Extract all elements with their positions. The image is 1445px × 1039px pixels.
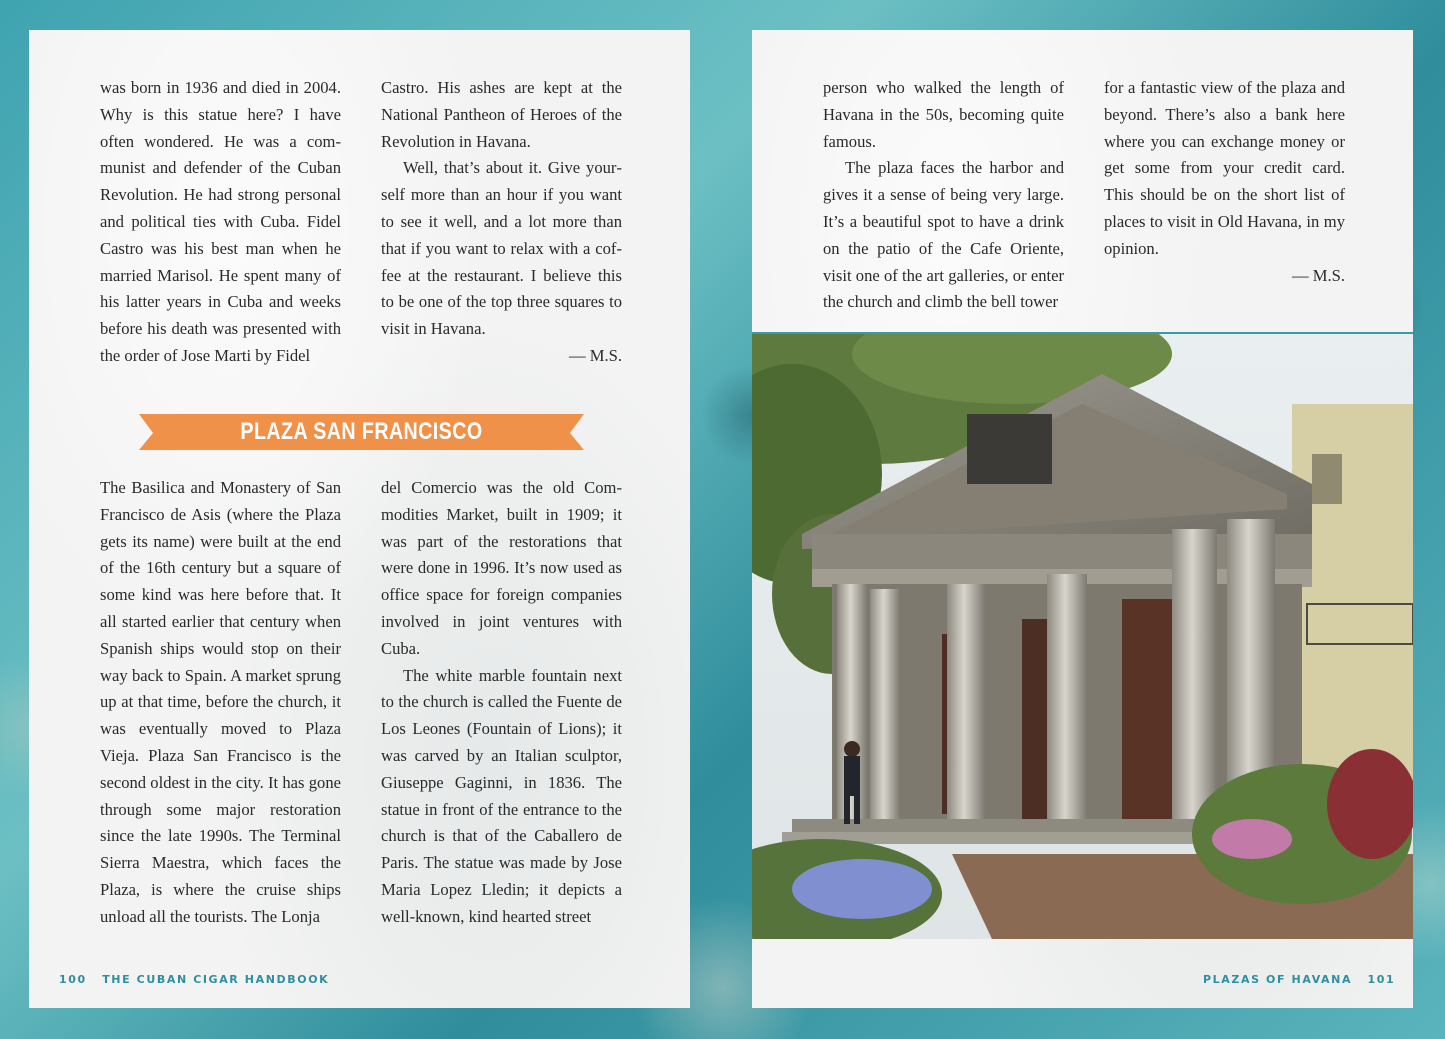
running-title: PLAZAS OF HAVANA: [1203, 973, 1353, 986]
paragraph: del Comercio was the old Commodities Market, built in 1909; it was part of the restorations that were done in 1996. It’s now used as office space for foreign companies involved in joint ventures with Cuba.: [381, 478, 622, 658]
page-number: 100: [59, 973, 87, 986]
author-signature: — M.S.: [1291, 265, 1345, 285]
left-column-4: [381, 475, 622, 931]
church-photo: [752, 332, 1413, 939]
paragraph: person who walked the length of Havana in the 50s, becoming quite famous.: [823, 78, 1064, 151]
paragraph: The Basilica and Monastery of San Francisco de Asis (where the Plaza gets its name) were built at the end of the 16th century but a square of some kind was here before that. It all started earlier that century when Spanish ships would stop on their way back to Spain. A market sprung up at that time, before the church, it was eventually moved to Plaza Vieja. Plaza San Francisco is the second oldest in the city. It has gone through some major restoration since the late 1990s. The Terminal Sierra Maestra, which faces the Plaza, is where the cruise ships unload all the tourists. The Lonja: [100, 478, 341, 926]
section-heading: PLAZA SAN FRANCISCO: [240, 418, 483, 445]
right-page: [752, 30, 1413, 1008]
page-footer: [59, 973, 329, 986]
paragraph: The white marble fountain next to the church is called the Fuente de Los Leones (Fountain of Lions); it was carved by an Italian sculptor, Giuseppe Gaginni, in 1836. The statue in front of the entrance to the church is that of the Caballero de Paris. The statue was made by Jose Maria Lopez Lledin; it depicts a well-known, kind hearted street: [381, 665, 622, 926]
paragraph: was born in 1936 and died in 2004. Why is this statue here? I have often wondered. He was a communist and defender of the Cuban Revolution. He had strong personal and political ties with Cuba. Fidel Castro was his best man when he married Marisol. He spent many of his latter years in Cuba and weeks before his death was presented with the order of Jose Marti by Fidel: [100, 78, 341, 365]
left-column-1: [100, 75, 341, 370]
running-title: THE CUBAN CIGAR HANDBOOK: [102, 973, 330, 986]
paragraph: for a fantastic view of the plaza and beyond. There’s also a bank here where you can exchange money or get some from your credit card. This should be on the short list of places to visit in Old Havana, in my opinion.: [1104, 78, 1345, 258]
basilica-illustration: [752, 334, 1413, 939]
paragraph: Well, that’s about it. Give yourself more than an hour if you want to see it well, and a lot more than that if you want to relax with a coffee at the restaurant. I believe this to be one of the top three squares to visit in Havana.: [381, 158, 622, 339]
right-column-1: [823, 75, 1064, 316]
page-number: 101: [1367, 973, 1396, 986]
section-heading-banner: [139, 412, 584, 452]
page-footer: [1203, 973, 1395, 986]
author-signature: — M.S.: [568, 345, 622, 365]
left-column-2: [381, 75, 622, 370]
paragraph: The plaza faces the harbor and gives it a sense of being very large. It’s a beautiful spot to have a drink on the patio of the Cafe Oriente, visit one of the art galleries, or enter the church and climb the bell tower: [823, 158, 1064, 312]
right-column-2: [1104, 75, 1345, 289]
left-column-3: [100, 475, 341, 931]
paragraph: Castro. His ashes are kept at the National Pantheon of Heroes of the Revolution in Havana.: [381, 78, 622, 151]
left-page: [29, 30, 690, 1008]
